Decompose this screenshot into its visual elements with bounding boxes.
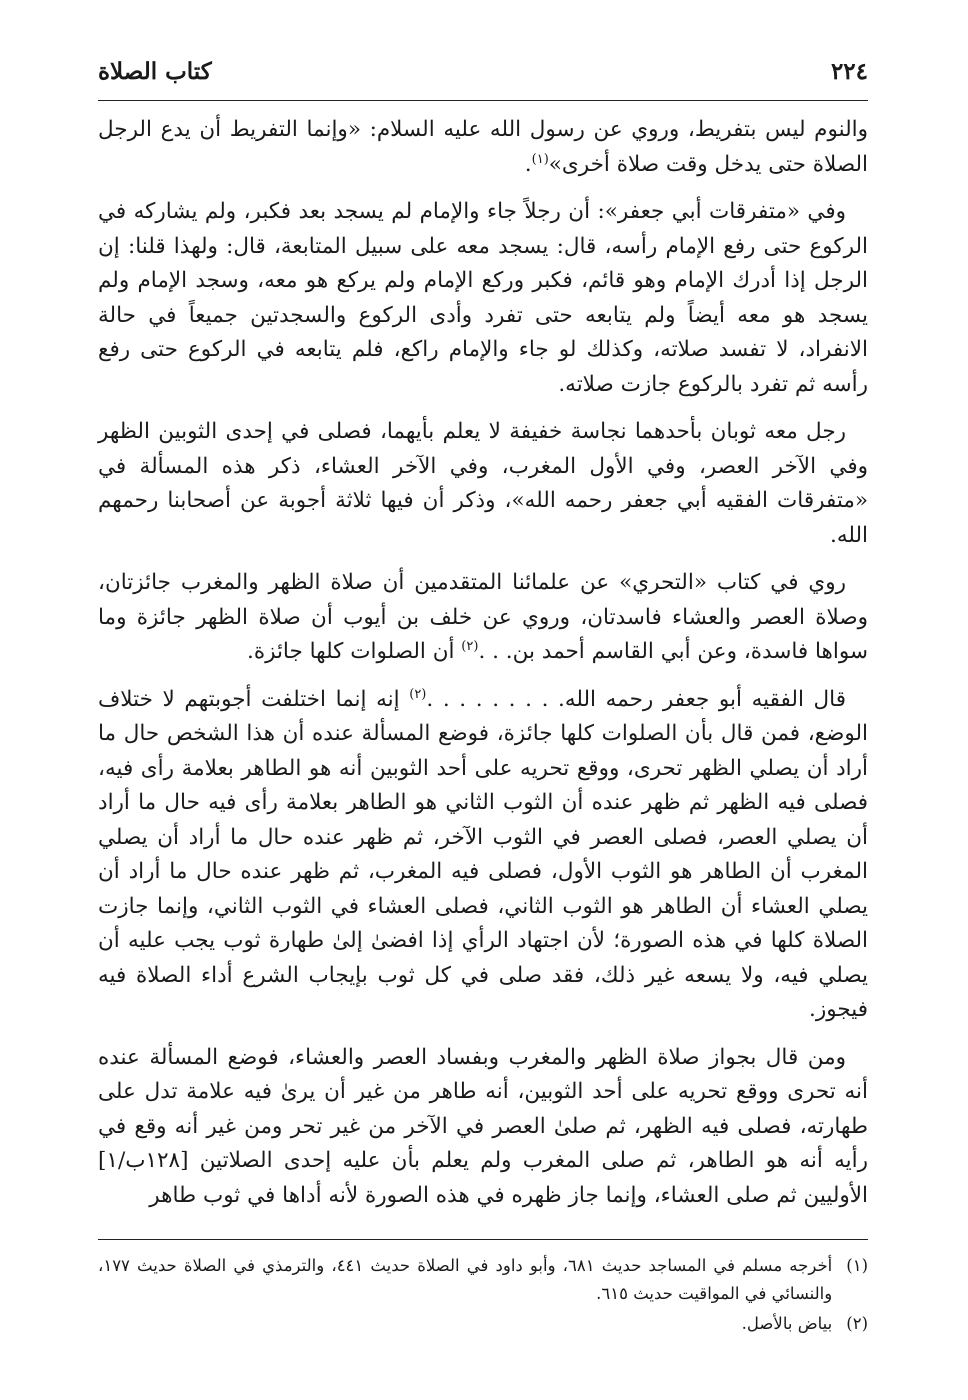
footnote-2-number: (٢) xyxy=(846,1314,868,1333)
paragraph-1 xyxy=(98,113,868,182)
footnote-ref-2b: (٢) xyxy=(409,686,427,702)
paragraph-6: ومن قال بجواز صلاة الظهر والمغرب وبفساد العصر والعشاء، فوضع المسألة عنده أنه تحرى ووقع تحريه على أحد الثوبين، أنه طاهر من غير أن يرىٰ فيه علامة تدل على طهارته، فصلى فيه الظهر، ثم صلىٰ العصر في الآخر من غير تحر ومن غير أنه وقع في رأيه أنه هو الطاهر، ثم صلى المغرب ولم يعلم بأن عليه إحدى الصلاتين [١٢٨ب/١] الأوليين ثم صلى العشاء، وإنما جاز ظهره في هذه الصورة لأنه أداها في ثوب طاهر xyxy=(98,1044,868,1208)
paragraph-4 xyxy=(98,566,868,670)
footnote-ref-2: (٢) xyxy=(461,638,479,654)
page-number: ٢٢٤ xyxy=(830,58,868,85)
footnote-1 xyxy=(98,1252,868,1308)
running-head xyxy=(98,58,868,98)
paragraph-1-text: والنوم ليس بتفريط، وروي عن رسول الله عليه السلام: «وإنما التفريط أن يدع الرجل الصلاة حتى يدخل وقت صلاة أخرى» xyxy=(98,117,868,177)
chapter-title: كتاب الصلاة xyxy=(98,58,212,85)
footnote-rule xyxy=(98,1239,868,1240)
paragraph-4-text-b: أن الصلوات كلها جائزة. xyxy=(246,639,462,664)
footnote-2 xyxy=(98,1310,868,1338)
footnote-1-number: (١) xyxy=(846,1256,868,1275)
footnote-2-text: بياض بالأصل. xyxy=(741,1314,833,1333)
paragraph-4-text-a: روي في كتاب «التحري» عن علمائنا المتقدمين أن صلاة الظهر والمغرب جائزتان، وصلاة العصر والعشاء فاسدتان، وروي عن خلف بن أيوب أن صلاة الظهر جائزة وما سواها فاسدة، وعن أبي القاسم أحمد بن. . . xyxy=(98,570,868,664)
paragraph-5-text-b: إنه إنما اختلفت أجوبتهم لا ختلاف الوضع، فمن قال بأن الصلوات كلها جائزة، فوضع المسألة عنده أن هذا الشخص حال ما أراد أن يصلي الظهر تحرى، ووقع تحريه على أحد الثوبين أنه هو الطاهر بعلامة رأى فيه، فصلى فيه الظهر ثم ظهر عنده أن الثوب الثاني هو الطاهر بعلامة رأى فيه حال ما أراد أن يصلي العصر، فصلى العصر في الثوب الآخر، ثم ظهر عنده حال ما أراد أن يصلي المغرب أن الطاهر هو الثوب الأول، فصلى فيه المغرب، ثم ظهر عنده حال ما أراد أن يصلي العشاء أن الطاهر هو الثوب الثاني، فصلى العشاء في الثوب الثاني، وإنما جازت الصلاة كلها في هذه الصورة؛ لأن اجتهاد الرأي إذا افضىٰ إلىٰ طهارة ثوب يجب عليه أن يصلي فيه، ولا يسعه غير ذلك، فقد صلى في كل ثوب بإيجاب الشرع أداء الصلاة فيه فيجوز. xyxy=(98,686,868,1022)
book-page xyxy=(98,58,868,1340)
paragraph-1-end: . xyxy=(524,151,532,177)
paragraph-5-text-a: قال الفقيه أبو جعفر رحمه الله. . . . . . . . . xyxy=(426,686,846,712)
paragraph-2: وفي «متفرقات أبي جعفر»: أن رجلاً جاء والإمام لم يسجد بعد فكبر، ولم يشاركه في الركوع حتى رفع الإمام رأسه، قال: يسجد معه على سبيل المتابعة، قال: ولهذا قلنا: إن الرجل إذا أدرك الإمام وهو قائم، فكبر وركع الإمام ولم يركع هو معه، وسجد الإمام ولم يسجد هو معه أيضاً ولم يتابعه حتى تفرد وأدى الركوع والسجدتين جميعاً في حالة الانفراد، لا تفسد صلاته، وكذلك لو جاء والإمام راكع، فلم يتابعه في الركوع حتى رفع رأسه ثم تفرد بالركوع جازت صلاته. xyxy=(98,199,868,397)
paragraph-3: رجل معه ثوبان بأحدهما نجاسة خفيفة لا يعلم بأيهما، فصلى في إحدى الثوبين الظهر وفي الآخر العصر، وفي الأول المغرب، وفي الآخر العشاء، ذكر هذه المسألة في «متفرقات الفقيه أبي جعفر رحمه الله»، وذكر أن فيها ثلاثة أجوبة عن أصحابنا رحمهم الله. xyxy=(98,419,868,548)
footnote-ref-1: (١) xyxy=(531,151,549,167)
footnote-1-text: أخرجه مسلم في المساجد حديث ٦٨١، وأبو داود في الصلاة حديث ٤٤١، والترمذي في الصلاة حديث ١٧٧، والنسائي في المواقيت حديث ٦١٥. xyxy=(98,1256,833,1303)
footnotes xyxy=(98,1252,868,1338)
header-rule xyxy=(98,100,868,101)
main-text xyxy=(98,113,868,1213)
paragraph-5 xyxy=(98,683,868,1028)
